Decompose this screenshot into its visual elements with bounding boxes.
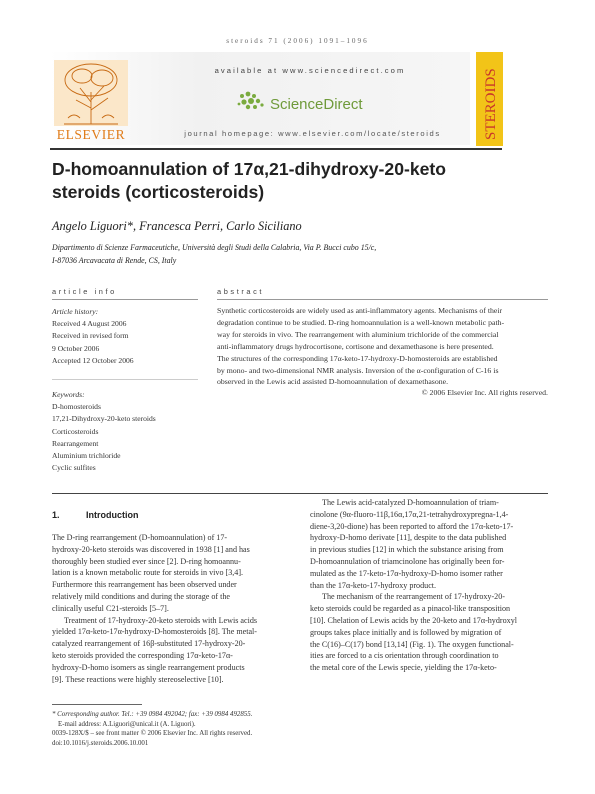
abstract-line: The structures of the corresponding 17α-keto-17-hydroxy-D-homosteroids are established (217, 353, 498, 363)
text-line: hydroxy-D-homo isomers as single rearrangement products (52, 662, 245, 672)
history-item: 9 October 2006 (52, 343, 100, 353)
text-line: the metal core of the Lewis specie, yielding the 17α-keto- (310, 663, 497, 673)
text-line: mulated as the 17-keto-17α-hydroxy-D-homo isomer rather (310, 568, 503, 578)
body-top-rule (52, 493, 548, 494)
text-line: groups takes place initially and is followed by migration of (310, 627, 502, 637)
history-item: Accepted 12 October 2006 (52, 355, 134, 365)
sciencedirect-wordmark[interactable]: ScienceDirect (270, 96, 363, 113)
keyword: Aluminium trichloride (52, 451, 121, 461)
text-line: the C(16)–C(17) bond [13,14] (Fig. 1). The oxygen functional- (310, 639, 514, 649)
running-head: steroids 71 (2006) 1091–1096 (226, 37, 369, 45)
keywords (52, 389, 202, 474)
journal-cover-title-text: STEROIDS (483, 68, 499, 140)
article-info-rule (52, 299, 198, 300)
text-line: Furthermore this rearrangement has been observed under (52, 580, 237, 590)
journal-cover-title (476, 52, 503, 146)
affiliation (52, 242, 472, 267)
article-history (52, 306, 202, 367)
email-note[interactable]: E-mail address: A.Liguori@unical.it (A. Liguori). (58, 720, 196, 728)
header-rule (50, 148, 502, 150)
text-line: yielded 17α-keto-17α-hydroxy-D-homosteroids [8]. The metal- (52, 627, 258, 637)
text-line: clinically useful C21-steroids [5–7]. (52, 603, 169, 613)
text-line: keto steroids provided the corresponding 17α-keto-17α- (52, 650, 233, 660)
history-item: Received 4 August 2006 (52, 319, 127, 329)
footnote-rule (52, 704, 142, 705)
abstract-heading: abstract (217, 287, 265, 296)
history-label: Article history: (52, 307, 99, 316)
keyword: Corticosteroids (52, 426, 99, 436)
abstract-line: way for steroids in vivo. The rearrangement with aluminium trichloride of the commercial (217, 329, 499, 339)
text-line: lation is a known metabolic route for steroids in vivo [3,4]. (52, 568, 244, 578)
abstract-line: anti-inflammatory drugs hydrocortisone, cortisone and dexamethasone is here presented. (217, 341, 494, 351)
text-line: diene-3,20-dione) has been reported to afford the 17α-keto-17- (310, 521, 514, 531)
article-title (52, 158, 492, 203)
article-info-heading: article info (52, 287, 117, 296)
section-heading-introduction (52, 510, 139, 520)
keyword: Cyclic sulfites (52, 463, 96, 473)
keyword: Rearrangement (52, 438, 99, 448)
text-line: than the 17α-keto-17-hydroxy product. (310, 580, 437, 590)
elsevier-wordmark: ELSEVIER (56, 127, 126, 142)
text-line: relatively mild conditions and during the storage of the (52, 591, 231, 601)
corresponding-author-note: * Corresponding author. Tel.: +39 0984 492042; fax: +39 0984 492855. (52, 711, 253, 718)
abstract-rule (217, 299, 548, 300)
journal-homepage-link[interactable]: journal homepage: www.elsevier.com/locate/steroids (184, 129, 441, 138)
abstract-line: by mono- and two-dimensional NMR analysis. Inversion of the α-configuration of C-16 is (217, 365, 499, 375)
doi-link[interactable]: doi:10.1016/j.steroids.2006.10.001 (52, 739, 149, 747)
text-line: in previous studies [12] in which the substance arising from (310, 545, 504, 555)
keyword: 17,21-Dihydroxy-20-keto steroids (52, 414, 156, 424)
text-line: D-homoannulation of triamcinolone has originally been for- (310, 556, 505, 566)
text-line: [9]. These reactions were highly stereoselective [10]. (52, 674, 224, 684)
article-title-line-2: steroids (corticosteroids) (52, 181, 265, 202)
footnotes (52, 710, 312, 748)
issn-line: 0039-128X/$ – see front matter © 2006 Elsevier Inc. All rights reserved. (52, 730, 253, 737)
text-line: [10]. Chelation of Lewis acids by the 20-keto and 17α-hydroxyl (310, 615, 517, 625)
text-line: The mechanism of the rearrangement of 17-hydroxy-20- (322, 592, 505, 602)
text-line: The Lewis acid-catalyzed D-homoannulation of triam- (322, 498, 499, 507)
text-line: Treatment of 17-hydroxy-20-keto steroids with Lewis acids (64, 615, 258, 625)
article-info-divider (52, 379, 198, 380)
abstract-line: degradation continue to be studied. D-ring homoannulation is a well-known metabolic path- (217, 317, 505, 327)
availability-line[interactable]: available at www.sciencedirect.com (214, 66, 406, 75)
abstract-body (217, 305, 548, 388)
text-line: The D-ring rearrangement (D-homoannulation) of 17- (52, 533, 228, 542)
body-column-right (310, 497, 548, 674)
section-number: 1. (52, 510, 60, 520)
abstract-copyright: © 2006 Elsevier Inc. All rights reserved. (421, 388, 548, 397)
section-title: Introduction (86, 510, 139, 520)
author-list[interactable]: Angelo Liguori*, Francesca Perri, Carlo Siciliano (52, 219, 302, 233)
history-item: Received in revised form (52, 331, 129, 341)
text-line: hydroxy-20-keto steroids was discovered in 1938 [1] and has (52, 544, 250, 554)
body-column-left (52, 532, 290, 685)
text-line: keto steroids could be regarded as a pinacol-like transposition (310, 604, 511, 614)
text-line: ities are forced to a cis orientation through coordination to (310, 651, 499, 661)
text-line: cinolone (9α-fluoro-11β,16α,17α,21-tetrahydroxypregna-1,4- (310, 509, 509, 519)
abstract-line: Synthetic corticosteroids are widely used as anti-inflammatory agents. Mechanisms of their (217, 306, 503, 315)
keywords-label: Keywords: (52, 390, 85, 399)
text-line: catalyzed rearrangement of 16β-substituted 17-hydroxy-20- (52, 639, 246, 649)
elsevier-tree-logo[interactable] (52, 58, 130, 132)
text-line: hydroxy-D-homo derivate [11], despite to the data published (310, 533, 507, 543)
text-line: thoroughly been studied ever since [2]. D-ring homoannu- (52, 556, 241, 566)
affiliation-line-1: Dipartimento di Scienze Farmaceutiche, Università degli Studi della Calabria, Via P. Bucci cubo 15/c, (52, 243, 377, 252)
article-title-line-1: D-homoannulation of 17α,21-dihydroxy-20-keto (52, 159, 447, 179)
affiliation-line-2: I-87036 Arcavacata di Rende, CS, Italy (52, 255, 177, 265)
abstract-line: observed in the Lewis acid assisted D-homoannulation of dexamethasone. (217, 377, 449, 387)
sciencedirect-logo-icon[interactable] (236, 90, 270, 117)
keyword: D-homosteroids (52, 402, 101, 412)
